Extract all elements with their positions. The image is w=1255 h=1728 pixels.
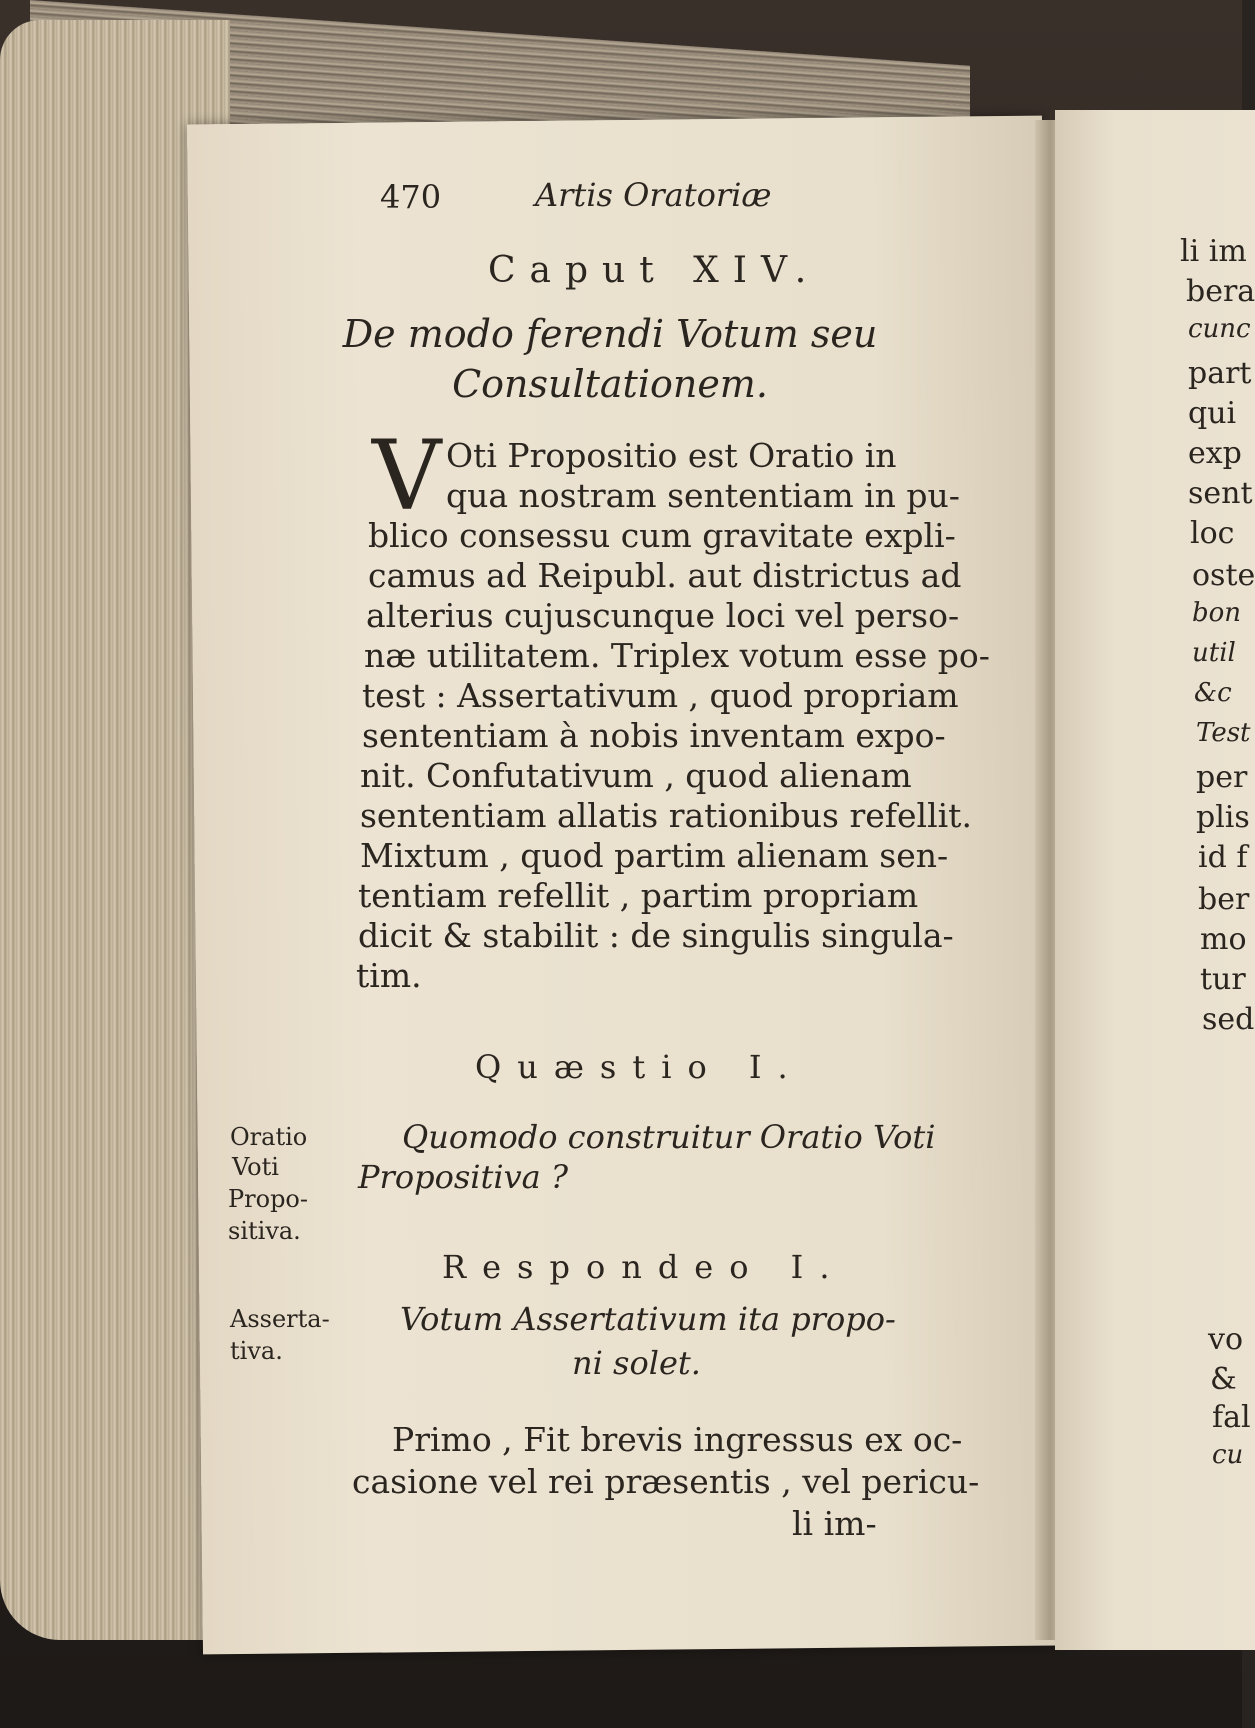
right-fragment: vo: [1208, 1322, 1244, 1357]
right-fragment: plis: [1196, 800, 1250, 835]
chapter-title: Caput XIV.: [488, 250, 821, 291]
chapter-subtitle-line2: Consultationem.: [452, 362, 768, 406]
respondeo-line1: Votum Assertativum ita propo-: [400, 1300, 896, 1338]
page-number: 470: [380, 178, 442, 216]
intro-line-8: sententiam à nobis inventam expo-: [362, 716, 946, 755]
intro-line-1: Oti Propositio est Oratio in: [446, 436, 897, 475]
right-fragment: li im: [1180, 234, 1247, 269]
right-fragment: tur: [1200, 962, 1246, 997]
right-fragment: bon: [1192, 598, 1242, 628]
respondeo-para-line1: Primo , Fit brevis ingressus ex oc-: [392, 1420, 963, 1459]
right-fragment: &: [1210, 1362, 1237, 1397]
right-fragment: loc: [1190, 516, 1235, 551]
intro-line-12: tentiam refellit , partim propriam: [358, 876, 919, 915]
drop-cap: V: [372, 420, 442, 532]
respondeo-para-line2: casione vel rei præsentis , vel pericu-: [352, 1462, 980, 1501]
right-fragment: sent: [1188, 476, 1253, 511]
question-line1: Quomodo construitur Oratio Voti: [402, 1118, 936, 1156]
right-fragment: cu: [1212, 1440, 1244, 1470]
right-fragment: sed: [1202, 1002, 1255, 1037]
right-fragment: util: [1192, 638, 1236, 668]
right-fragment: id f: [1198, 840, 1248, 875]
margin-note-1-line2: Voti: [232, 1153, 279, 1181]
intro-line-14: tim.: [356, 956, 422, 995]
intro-line-7: test : Assertativum , quod propriam: [362, 676, 959, 715]
intro-line-5: alterius cujuscunque loci vel perso-: [366, 596, 960, 635]
right-fragment: ber: [1198, 882, 1250, 917]
right-fragment: mo: [1200, 922, 1247, 957]
right-fragment: qui: [1188, 396, 1237, 431]
intro-line-10: sententiam allatis rationibus refellit.: [360, 796, 972, 835]
running-title: Artis Oratoriæ: [535, 176, 772, 214]
margin-note-2-line1: Asserta-: [230, 1305, 330, 1333]
right-fragment: part: [1188, 356, 1252, 391]
intro-line-13: dicit & stabilit : de singulis singula-: [358, 916, 954, 955]
margin-note-1-line3: Propo-: [228, 1185, 308, 1213]
intro-line-9: nit. Confutativum , quod alienam: [360, 756, 912, 795]
chapter-subtitle-line1: De modo ferendi Votum seu: [342, 312, 878, 356]
margin-note-2-line2: tiva.: [230, 1337, 283, 1365]
question-line2: Propositiva ?: [358, 1158, 569, 1196]
catchword: li im-: [792, 1504, 877, 1543]
respondeo-line2: ni solet.: [572, 1344, 701, 1382]
right-fragment: fal: [1212, 1400, 1251, 1435]
right-fragment: cunc: [1188, 314, 1251, 344]
right-fragment: &c: [1194, 678, 1232, 708]
right-fragment: oste: [1192, 558, 1255, 593]
right-fragment: bera: [1186, 274, 1255, 309]
intro-line-3: blico consessu cum gravitate expli-: [368, 516, 956, 555]
intro-line-6: næ utilitatem. Triplex votum esse po-: [364, 636, 990, 675]
right-fragment: Test: [1196, 718, 1251, 748]
intro-line-2: qua nostram sententiam in pu-: [446, 476, 960, 515]
intro-line-11: Mixtum , quod partim alienam sen-: [360, 836, 949, 875]
respondeo-heading: Respondeo I.: [442, 1248, 846, 1286]
question-heading: Quæstio I.: [475, 1048, 804, 1086]
intro-line-4: camus ad Reipubl. aut districtus ad: [368, 556, 962, 595]
margin-note-1-line4: sitiva.: [228, 1217, 301, 1245]
right-fragment: per: [1196, 760, 1248, 795]
right-fragment: exp: [1188, 436, 1242, 471]
margin-note-1-line1: Oratio: [230, 1123, 308, 1151]
